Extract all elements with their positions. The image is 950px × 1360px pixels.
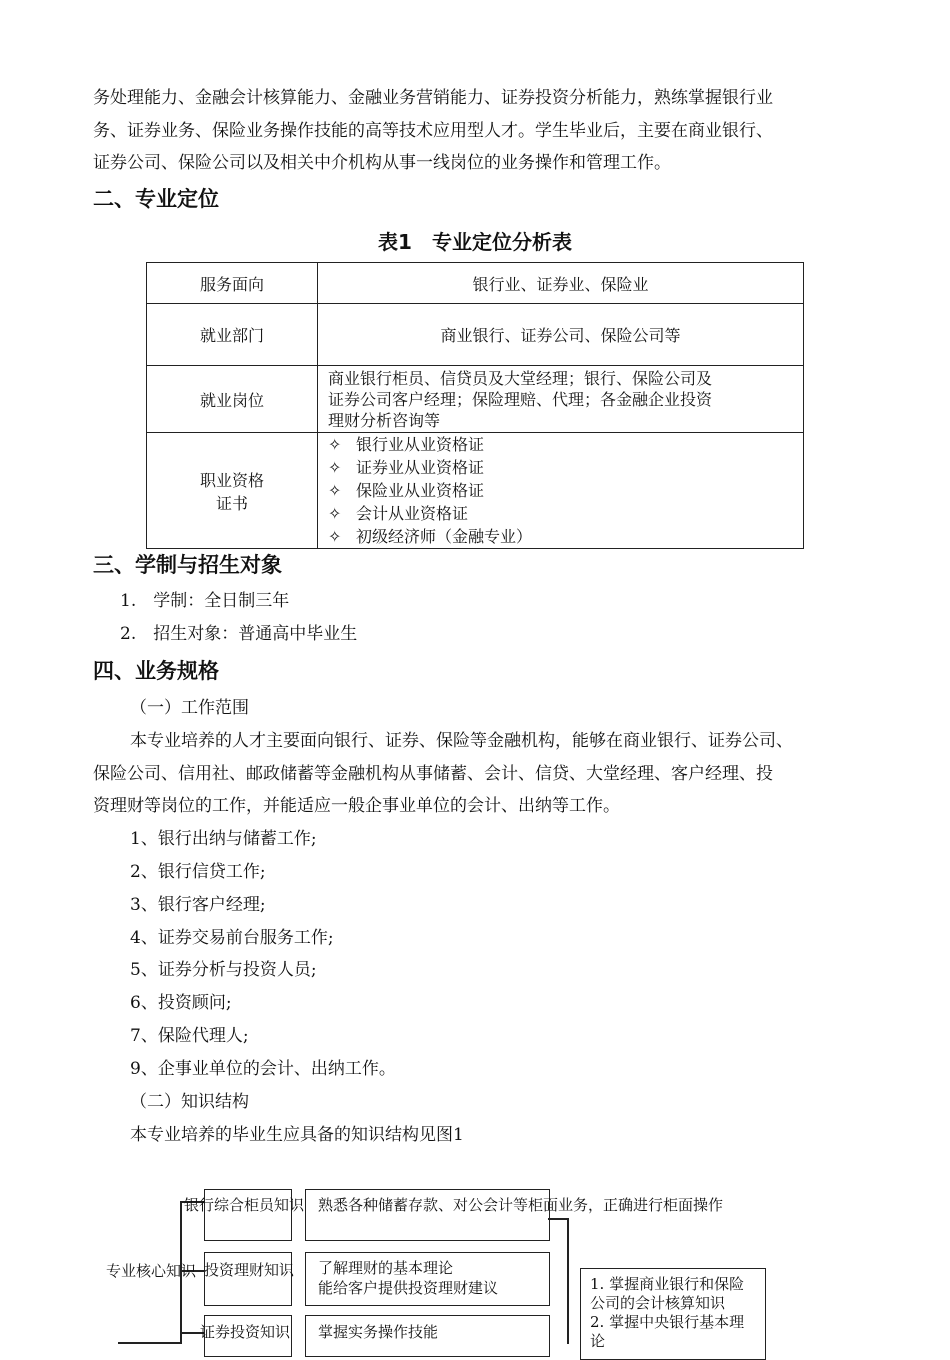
table-row xyxy=(147,433,804,549)
list-item: 5、证券分析与投资人员; xyxy=(130,960,317,980)
subheading-knowledge-structure: （二）知识结构 xyxy=(130,1092,249,1112)
list-item: 2、银行信贷工作; xyxy=(130,862,266,882)
connector-line xyxy=(118,1342,180,1344)
paragraph-line: 资理财等岗位的工作，并能适应一般企事业单位的会计、出纳等工作。 xyxy=(93,796,620,816)
table-value-line: 理财分析咨询等 xyxy=(328,410,441,430)
list-item: ✧ 银行业从业资格证 xyxy=(328,435,485,454)
paragraph-line: 保险公司、信用社、邮政储蓄等金融机构从事储蓄、会计、信贷、大堂经理、客户经理、投 xyxy=(93,764,773,784)
node-desc: 了解理财的基本理论 xyxy=(318,1259,454,1277)
diamond-bullet-icon: ✧ xyxy=(328,504,342,523)
table-row xyxy=(147,263,804,304)
table-label-line: 证书 xyxy=(215,493,248,513)
intro-line-2: 务、证券业务、保险业务操作技能的高等技术应用型人才。学生毕业后，主要在商业银行、 xyxy=(93,121,773,141)
list-item: 9、企事业单位的会计、出纳工作。 xyxy=(130,1059,396,1079)
list-item: 1、银行出纳与储蓄工作; xyxy=(130,829,317,849)
table-value-cell: 商业银行、证券公司、保险公司等 xyxy=(318,304,804,366)
table-value-cell: 银行业、证券业、保险业 xyxy=(318,263,804,304)
subheading-work-scope: （一）工作范围 xyxy=(130,698,249,718)
list-item: ✧ 初级经济师（金融专业） xyxy=(328,527,533,546)
table-label-line: 职业资格 xyxy=(199,470,264,490)
node-label: 银行综合柜员知识 xyxy=(184,1196,305,1214)
table-value-line: 证券公司客户经理；保险理赔、代理；各金融企业投资 xyxy=(328,389,713,409)
node-desc: 熟悉各种储蓄存款、对公会计等柜面业务，正确进行柜面操作 xyxy=(318,1196,724,1214)
list-item: ✧ 会计从业资格证 xyxy=(328,504,469,523)
table-value-cell xyxy=(318,366,804,433)
list-item: 7、保险代理人; xyxy=(130,1026,249,1046)
table-value-line: 商业银行柜员、信贷员及大堂经理；银行、保险公司及 xyxy=(328,368,713,388)
list-item: 2. 招生对象：普通高中毕业生 xyxy=(120,624,358,644)
section-heading-positioning: 二、专业定位 xyxy=(93,187,219,211)
core-knowledge-label: 专业核心知识 xyxy=(106,1262,197,1280)
intro-line-3: 证券公司、保险公司以及相关中介机构从事一线岗位的业务操作和管理工作。 xyxy=(93,153,671,173)
table-label-cell: 就业部门 xyxy=(147,304,318,366)
paragraph-line: 本专业培养的人才主要面向银行、证券、保险等金融机构，能够在商业银行、证券公司、 xyxy=(130,731,793,751)
section-heading-schooling: 三、学制与招生对象 xyxy=(93,553,282,577)
connector-line xyxy=(548,1218,568,1220)
list-item: 1. 学制：全日制三年 xyxy=(120,591,290,611)
node-desc: 能给客户提供投资理财建议 xyxy=(318,1279,499,1297)
intro-line-1: 务处理能力、金融会计核算能力、金融业务营销能力、证券投资分析能力，熟练掌握银行业 xyxy=(93,88,773,108)
right-box-line: 2. 掌握中央银行基本理 xyxy=(590,1313,745,1331)
node-desc: 掌握实务操作技能 xyxy=(318,1323,439,1341)
positioning-table xyxy=(146,262,804,549)
table-row xyxy=(147,304,804,366)
table-label-cell xyxy=(147,433,318,549)
paragraph-line: 本专业培养的毕业生应具备的知识结构见图1 xyxy=(130,1125,464,1145)
section-heading-specs: 四、业务规格 xyxy=(93,659,219,683)
list-item: ✧ 证券业从业资格证 xyxy=(328,458,485,477)
right-box-line: 公司的会计核算知识 xyxy=(590,1294,726,1312)
list-item: ✧ 保险业从业资格证 xyxy=(328,481,485,500)
node-label: 证券投资知识 xyxy=(200,1323,291,1341)
table-label-cell: 就业岗位 xyxy=(147,366,318,433)
diamond-bullet-icon: ✧ xyxy=(328,481,342,500)
right-box-line: 1. 掌握商业银行和保险 xyxy=(590,1275,745,1293)
table-caption: 表1 专业定位分析表 xyxy=(378,230,572,254)
list-item: 4、证券交易前台服务工作; xyxy=(130,928,334,948)
diamond-bullet-icon: ✧ xyxy=(328,435,342,454)
diamond-bullet-icon: ✧ xyxy=(328,527,342,546)
node-label: 投资理财知识 xyxy=(204,1261,295,1279)
table-label-cell: 服务面向 xyxy=(147,263,318,304)
certificate-list xyxy=(318,433,804,549)
table-row xyxy=(147,366,804,433)
diamond-bullet-icon: ✧ xyxy=(328,458,342,477)
right-box-line: 论 xyxy=(590,1332,606,1350)
connector-line xyxy=(567,1218,569,1344)
list-item: 3、银行客户经理; xyxy=(130,895,266,915)
list-item: 6、投资顾问; xyxy=(130,993,232,1013)
